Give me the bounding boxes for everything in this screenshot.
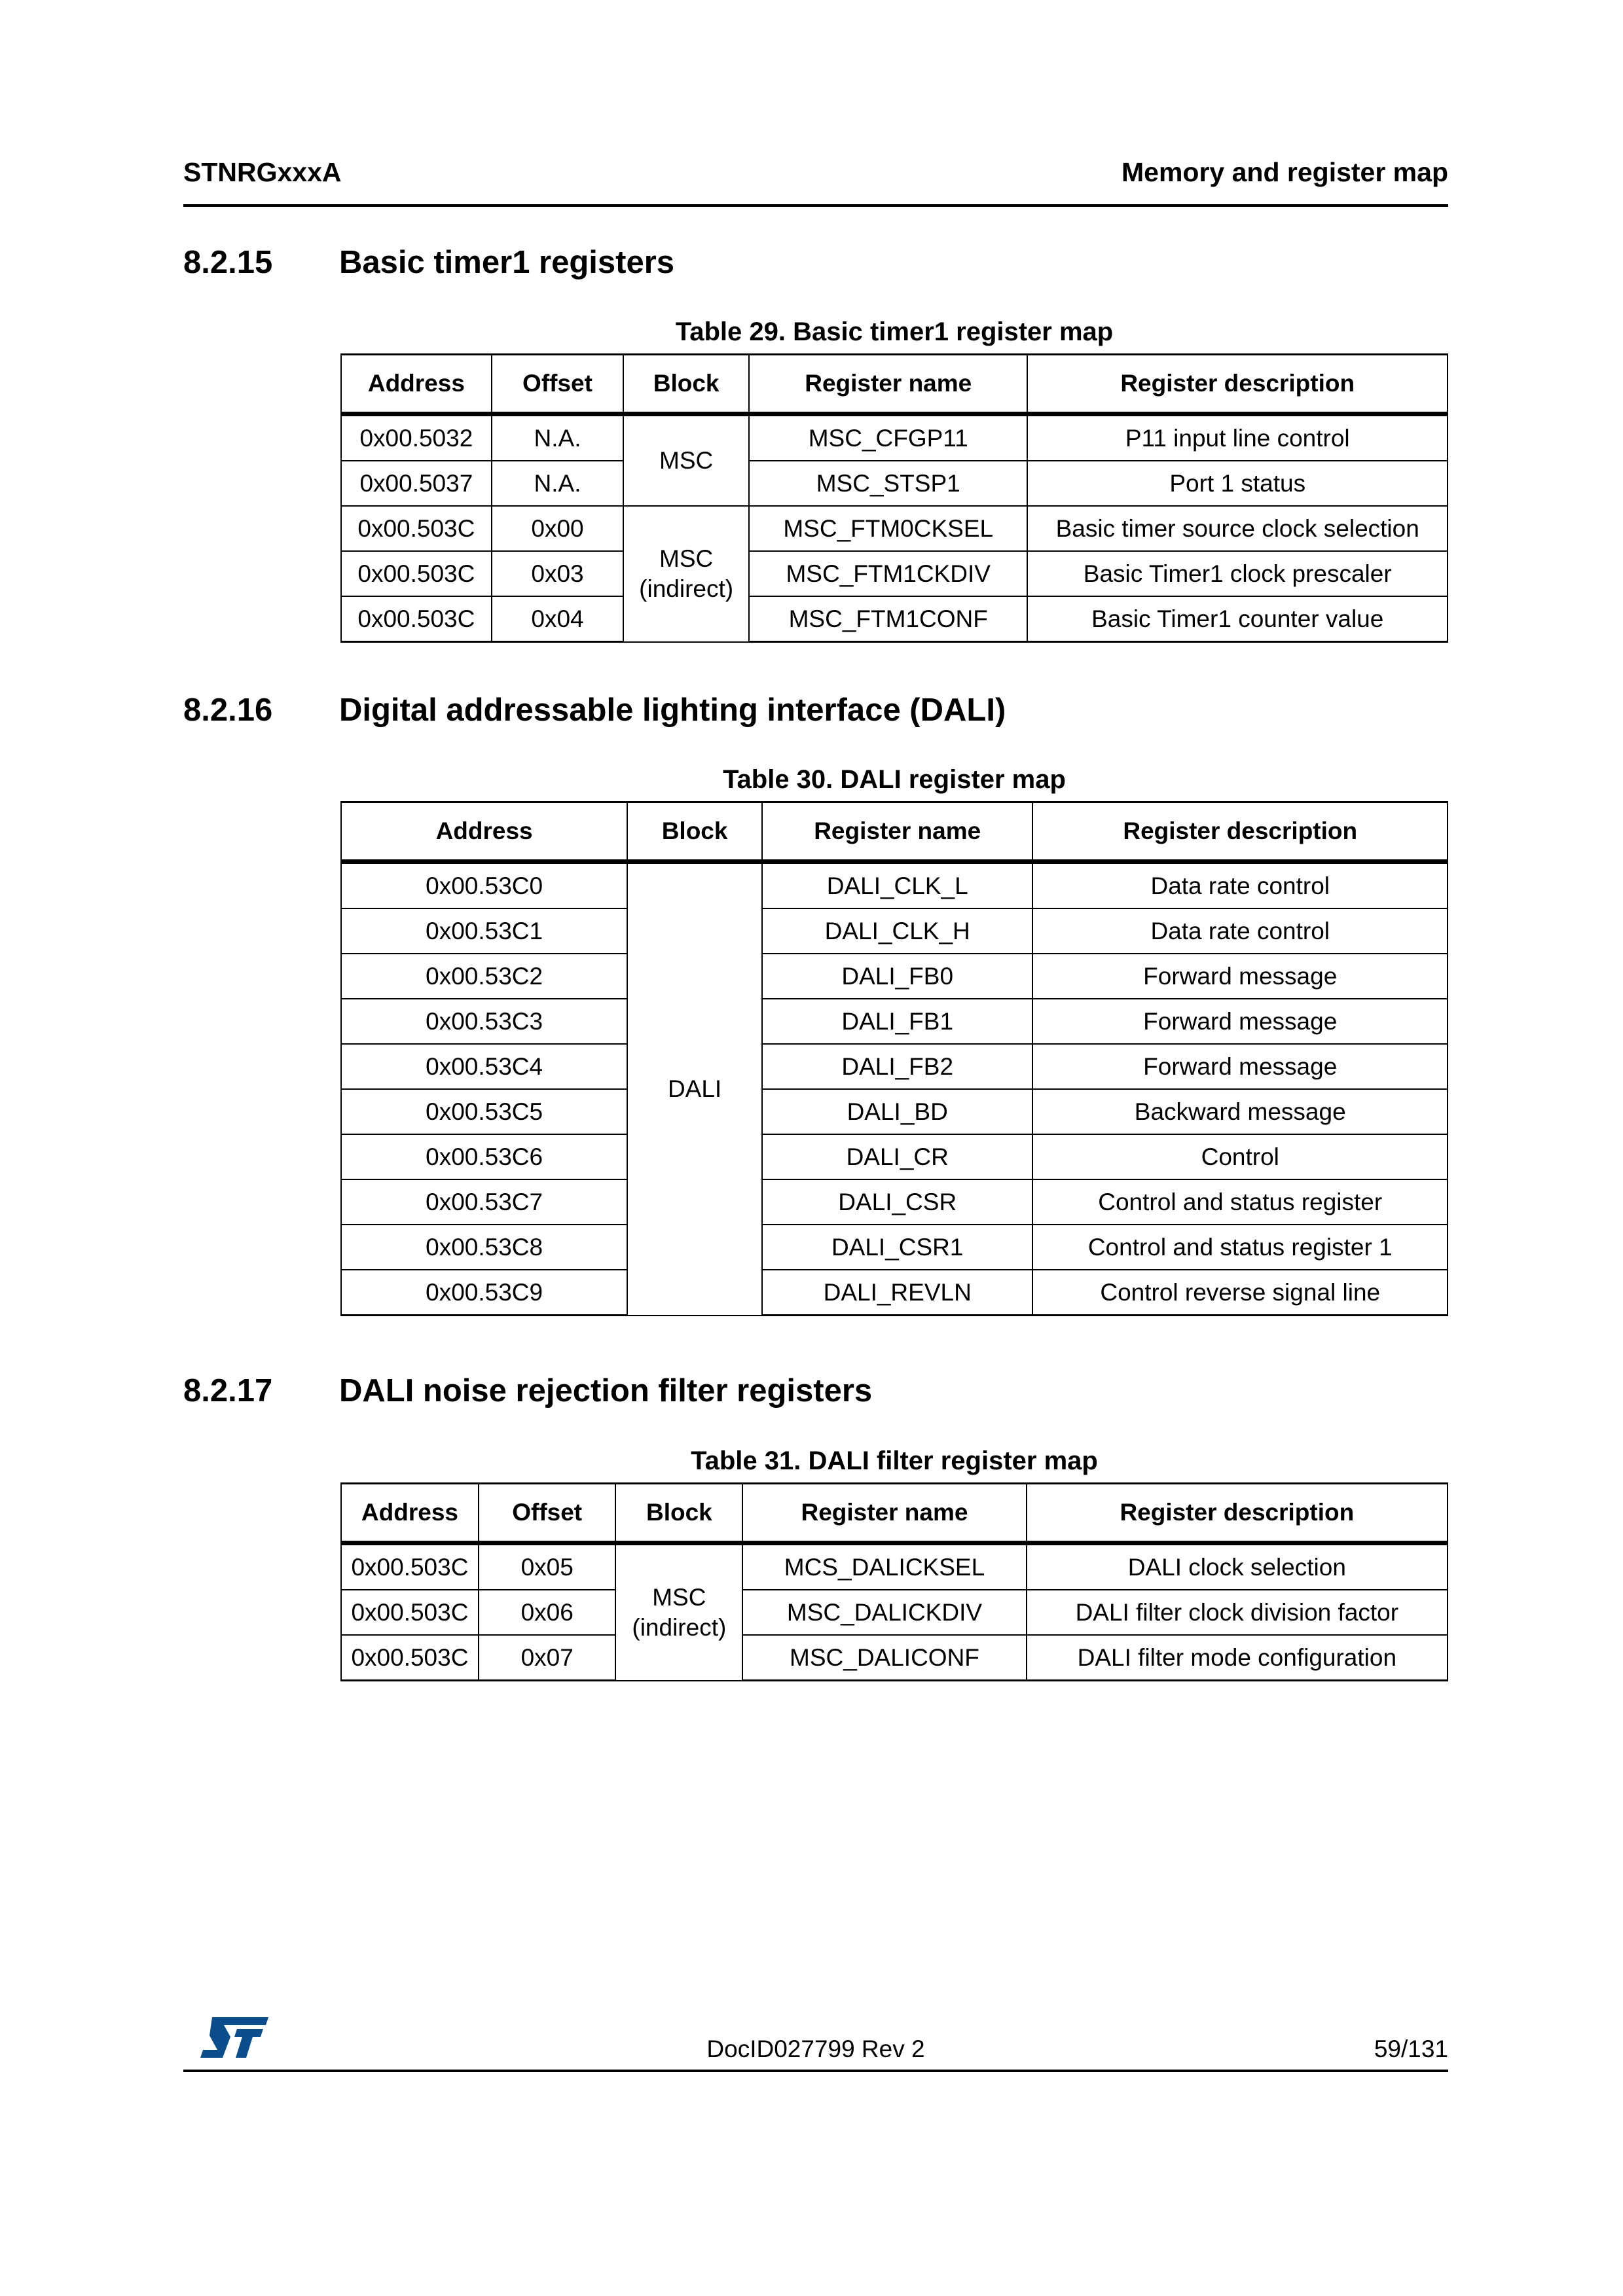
chapter-title: Memory and register map — [1122, 157, 1448, 187]
register-name-cell: DALI_CSR — [762, 1179, 1033, 1225]
column-header: Register name — [749, 355, 1027, 414]
address-cell: 0x00.53C1 — [341, 908, 627, 954]
address-cell: 0x00.5037 — [341, 461, 492, 506]
column-header: Address — [341, 355, 492, 414]
column-header: Register name — [742, 1484, 1026, 1543]
column-header: Register name — [762, 802, 1033, 862]
table-row — [341, 1044, 1448, 1089]
column-header: Offset — [492, 355, 623, 414]
register-description-cell: Control and status register — [1032, 1179, 1448, 1225]
address-cell: 0x00.53C8 — [341, 1225, 627, 1270]
register-description-cell: DALI clock selection — [1027, 1543, 1448, 1590]
address-cell: 0x00.53C6 — [341, 1134, 627, 1179]
document-id: DocID027799 Rev 2 — [706, 2036, 925, 2062]
register-description-cell: DALI filter mode configuration — [1027, 1635, 1448, 1681]
table-row — [341, 954, 1448, 999]
register-name-cell: DALI_FB0 — [762, 954, 1033, 999]
block-cell — [623, 506, 749, 642]
table-caption: Table 29. Basic timer1 register map — [675, 317, 1114, 346]
table-row — [341, 1543, 1448, 1590]
section-number: 8.2.17 — [183, 1373, 273, 1408]
register-description-cell: Data rate control — [1032, 862, 1448, 909]
section-title: Basic timer1 registers — [339, 245, 675, 280]
column-header: Register description — [1027, 355, 1448, 414]
column-header: Address — [341, 802, 627, 862]
column-header: Offset — [479, 1484, 616, 1543]
register-name-cell: DALI_FB1 — [762, 999, 1033, 1044]
table-row — [341, 506, 1448, 551]
register-name-cell: DALI_CR — [762, 1134, 1033, 1179]
register-description-cell: Control reverse signal line — [1032, 1270, 1448, 1316]
offset-cell: 0x03 — [492, 551, 623, 596]
offset-cell: N.A. — [492, 461, 623, 506]
register-name-cell: MSC_FTM1CKDIV — [749, 551, 1027, 596]
block-cell — [623, 414, 749, 507]
basic-timer1-register-table — [340, 353, 1448, 643]
block-sublabel: (indirect) — [639, 575, 734, 602]
address-cell: 0x00.53C2 — [341, 954, 627, 999]
address-cell: 0x00.5032 — [341, 414, 492, 461]
block-sublabel: (indirect) — [632, 1613, 727, 1641]
register-description-cell: Data rate control — [1032, 908, 1448, 954]
register-name-cell: MSC_FTM1CONF — [749, 596, 1027, 642]
offset-cell: N.A. — [492, 414, 623, 461]
register-name-cell: DALI_BD — [762, 1089, 1033, 1134]
block-cell — [615, 1543, 742, 1681]
table-caption: Table 30. DALI register map — [723, 765, 1066, 794]
register-name-cell: MSC_CFGP11 — [749, 414, 1027, 461]
address-cell: 0x00.53C5 — [341, 1089, 627, 1134]
page-footer — [183, 2009, 1448, 2072]
block-cell — [627, 862, 762, 1316]
column-header: Register description — [1027, 1484, 1448, 1543]
table-row — [341, 551, 1448, 596]
page-number: 59/131 — [1374, 2036, 1448, 2062]
section-number: 8.2.16 — [183, 692, 273, 728]
table-caption: Table 31. DALI filter register map — [691, 1446, 1098, 1475]
block-label: DALI — [667, 1075, 722, 1103]
page-header — [183, 157, 1448, 207]
register-description-cell: Basic Timer1 clock prescaler — [1027, 551, 1448, 596]
table-row — [341, 461, 1448, 506]
register-description-cell: Backward message — [1032, 1089, 1448, 1134]
address-cell: 0x00.503C — [341, 551, 492, 596]
column-header: Address — [341, 1484, 479, 1543]
table-row — [341, 414, 1448, 461]
register-name-cell: DALI_CLK_L — [762, 862, 1033, 909]
register-description-cell: DALI filter clock division factor — [1027, 1590, 1448, 1635]
register-description-cell: Basic Timer1 counter value — [1027, 596, 1448, 642]
table-row — [341, 1590, 1448, 1635]
block-label: MSC — [659, 545, 714, 572]
offset-cell: 0x04 — [492, 596, 623, 642]
dali-register-table — [340, 801, 1448, 1316]
register-description-cell: P11 input line control — [1027, 414, 1448, 461]
table-row — [341, 862, 1448, 909]
offset-cell: 0x06 — [479, 1590, 616, 1635]
document-name: STNRGxxxA — [183, 157, 342, 187]
table-row — [341, 1635, 1448, 1681]
address-cell: 0x00.503C — [341, 596, 492, 642]
offset-cell: 0x05 — [479, 1543, 616, 1590]
section-title: DALI noise rejection filter registers — [339, 1373, 873, 1408]
section-title: Digital addressable lighting interface (DALI) — [339, 692, 1006, 728]
table-row — [341, 1225, 1448, 1270]
column-header: Block — [627, 802, 762, 862]
register-name-cell: DALI_FB2 — [762, 1044, 1033, 1089]
address-cell: 0x00.53C9 — [341, 1270, 627, 1316]
column-header: Block — [623, 355, 749, 414]
address-cell: 0x00.53C0 — [341, 862, 627, 909]
register-name-cell: DALI_REVLN — [762, 1270, 1033, 1316]
offset-cell: 0x00 — [492, 506, 623, 551]
offset-cell: 0x07 — [479, 1635, 616, 1681]
block-label: MSC — [652, 1583, 706, 1611]
table-row — [341, 596, 1448, 642]
register-description-cell: Control — [1032, 1134, 1448, 1179]
register-description-cell: Forward message — [1032, 999, 1448, 1044]
register-description-cell: Basic timer source clock selection — [1027, 506, 1448, 551]
table-row — [341, 1089, 1448, 1134]
register-name-cell: MSC_DALICKDIV — [742, 1590, 1026, 1635]
address-cell: 0x00.503C — [341, 506, 492, 551]
column-header: Register description — [1032, 802, 1448, 862]
dali-filter-register-table — [340, 1482, 1448, 1681]
table-header-row — [341, 1484, 1448, 1543]
table-header-row — [341, 355, 1448, 414]
register-name-cell: MSC_FTM0CKSEL — [749, 506, 1027, 551]
register-description-cell: Port 1 status — [1027, 461, 1448, 506]
register-description-cell: Control and status register 1 — [1032, 1225, 1448, 1270]
address-cell: 0x00.53C3 — [341, 999, 627, 1044]
address-cell: 0x00.503C — [341, 1543, 479, 1590]
table-row — [341, 1270, 1448, 1316]
address-cell: 0x00.503C — [341, 1635, 479, 1681]
register-description-cell: Forward message — [1032, 1044, 1448, 1089]
register-name-cell: DALI_CSR1 — [762, 1225, 1033, 1270]
address-cell: 0x00.53C4 — [341, 1044, 627, 1089]
register-name-cell: MCS_DALICKSEL — [742, 1543, 1026, 1590]
table-row — [341, 999, 1448, 1044]
table-row — [341, 908, 1448, 954]
address-cell: 0x00.53C7 — [341, 1179, 627, 1225]
table-row — [341, 1179, 1448, 1225]
table-header-row — [341, 802, 1448, 862]
column-header: Block — [615, 1484, 742, 1543]
register-name-cell: MSC_STSP1 — [749, 461, 1027, 506]
block-label: MSC — [659, 447, 714, 474]
section-number: 8.2.15 — [183, 245, 273, 280]
register-name-cell: MSC_DALICONF — [742, 1635, 1026, 1681]
table-row — [341, 1134, 1448, 1179]
register-description-cell: Forward message — [1032, 954, 1448, 999]
register-name-cell: DALI_CLK_H — [762, 908, 1033, 954]
address-cell: 0x00.503C — [341, 1590, 479, 1635]
